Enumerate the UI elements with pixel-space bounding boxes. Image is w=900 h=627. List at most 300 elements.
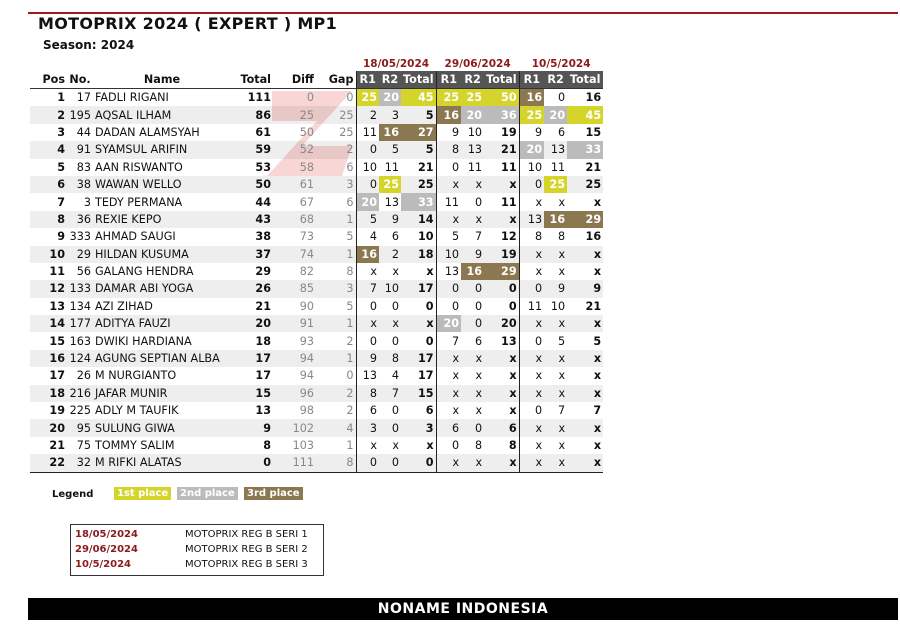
race-total-cell: 13	[501, 334, 517, 348]
position-cell: 5	[57, 160, 65, 174]
race-total-cell: 10	[417, 230, 434, 244]
race-total-cell: x	[567, 385, 603, 402]
gap-cell: 1	[316, 211, 356, 228]
race-total-cell: 29	[567, 211, 603, 228]
race-points-cell: 10	[436, 246, 461, 263]
race-total-cell: 25	[567, 176, 603, 193]
race-points-cell: 25	[356, 89, 379, 107]
total-points-cell: 21	[255, 299, 271, 313]
race-total-cell: 5	[593, 334, 602, 348]
table-row	[30, 159, 603, 176]
race-total-cell: 11	[501, 160, 517, 174]
race-points-cell: 9	[379, 211, 401, 228]
position-cell: 3	[57, 125, 65, 139]
rider-name-cell: M RIFKI ALATAS	[93, 454, 231, 472]
total-points-cell: 20	[231, 315, 273, 332]
gap-cell: 3	[316, 176, 356, 193]
race-points-cell: 6	[391, 230, 399, 244]
race-points-cell: 8	[436, 141, 461, 158]
race-points-cell: 9	[519, 124, 544, 141]
race-points-cell: 2	[356, 106, 379, 123]
table-row	[30, 124, 603, 141]
rider-name-cell: REXIE KEPO	[93, 211, 231, 228]
legend-first-place: 1st place	[114, 487, 171, 500]
race-total-cell: x	[567, 350, 603, 367]
rider-number-cell: 44	[76, 125, 91, 139]
race-points-cell: x	[544, 454, 567, 472]
race-points-cell: 0	[391, 404, 399, 418]
race-points-cell: x	[461, 176, 484, 193]
race-total-cell: 45	[567, 106, 603, 123]
diff-cell: 74	[273, 246, 316, 263]
diff-cell: 67	[299, 195, 314, 209]
rider-name-cell: AAN RISWANTO	[95, 160, 183, 174]
table-row	[30, 419, 603, 436]
table-row	[30, 263, 603, 280]
race-total-cell: 15	[401, 385, 436, 402]
race-points-cell: 13	[356, 367, 379, 384]
table-row	[30, 193, 603, 210]
race-points-cell: 25	[544, 176, 567, 193]
race-total-cell: 0	[508, 299, 517, 313]
race-points-cell: 7	[356, 280, 379, 297]
race-total-cell: 25	[401, 176, 436, 193]
race-total-cell: x	[484, 176, 519, 193]
race-total-cell: 15	[585, 125, 602, 139]
race-points-cell: 10	[519, 159, 544, 176]
position-cell: 4	[30, 141, 67, 158]
race-points-cell: 0	[474, 195, 483, 209]
race-total-cell: x	[593, 195, 602, 209]
rider-number-cell: 38	[67, 176, 93, 193]
race-total-cell: 27	[401, 124, 436, 141]
total-points-cell: 9	[231, 419, 273, 436]
race-points-cell: 0	[356, 176, 379, 193]
table-row	[30, 176, 603, 193]
race-points-cell: 16	[544, 211, 567, 228]
race-points-cell: 0	[519, 402, 544, 419]
race-points-cell: x	[475, 369, 483, 383]
race-total-cell: 0	[425, 299, 434, 313]
race-points-cell: 0	[436, 437, 461, 454]
rider-name-cell: HILDAN KUSUMA	[93, 246, 231, 263]
race-points-cell: 0	[474, 299, 483, 313]
diff-cell: 25	[273, 106, 316, 123]
race-total-cell: 50	[484, 89, 519, 107]
position-cell: 19	[49, 404, 65, 418]
diff-cell: 94	[273, 350, 316, 367]
race-points-cell: 16	[461, 263, 484, 280]
position-cell: 20	[30, 419, 67, 436]
diff-cell: 93	[299, 334, 314, 348]
race-total-cell: x	[567, 419, 603, 436]
race-points-cell: 0	[356, 298, 379, 315]
diff-cell: 61	[273, 176, 316, 193]
race-total-cell: x	[401, 315, 436, 332]
race-points-cell: x	[356, 263, 379, 280]
gap-cell: 0	[346, 369, 354, 383]
table-row	[30, 211, 603, 228]
race-total-cell: 12	[501, 230, 517, 244]
gap-cell: 2	[316, 385, 356, 402]
race-points-cell: 20	[461, 106, 484, 123]
race-date-2: 29/06/2024	[444, 57, 511, 70]
rider-name-cell: AZI ZIHAD	[95, 299, 153, 313]
race-points-cell: x	[544, 385, 567, 402]
race-list-name: MOTOPRIX REG B SERI 2	[185, 544, 308, 555]
gap-cell: 1	[316, 246, 356, 263]
diff-cell: 111	[273, 454, 316, 472]
total-points-cell: 37	[231, 246, 273, 263]
race-points-cell: 0	[519, 176, 544, 193]
table-row	[30, 315, 603, 332]
legend-label: Legend	[52, 489, 94, 500]
rider-name-cell: DWIKI HARDIANA	[95, 334, 192, 348]
total-points-cell: 17	[231, 350, 273, 367]
race-total-cell: 6	[484, 419, 519, 436]
gap-cell: 2	[346, 404, 354, 418]
total-points-cell: 59	[231, 141, 273, 158]
race-list-date: 29/06/2024	[75, 544, 138, 555]
position-cell: 18	[30, 385, 67, 402]
total-points-cell: 29	[255, 265, 271, 279]
race-points-cell: 5	[379, 141, 401, 158]
header-race3-r2: R2	[544, 71, 567, 89]
race-points-cell: 0	[436, 159, 461, 176]
race-points-cell: 25	[379, 176, 401, 193]
gap-cell: 0	[346, 91, 354, 105]
race-points-cell: 0	[461, 280, 484, 297]
race-total-cell: 0	[425, 334, 434, 348]
race-total-cell: 36	[484, 106, 519, 123]
race-total-cell: x	[567, 454, 603, 472]
rider-name-cell: M NURGIANTO	[95, 369, 177, 383]
race-total-cell: 33	[401, 193, 436, 210]
total-points-cell: 111	[247, 91, 271, 105]
position-cell: 10	[30, 246, 67, 263]
race-points-cell: 2	[379, 246, 401, 263]
race-points-cell: 11	[384, 160, 399, 174]
table-row	[30, 385, 603, 402]
race-points-cell: 0	[379, 454, 401, 472]
race-total-cell: 0	[401, 454, 436, 472]
rider-number-cell: 91	[67, 141, 93, 158]
race-points-cell: x	[356, 437, 379, 454]
race-points-cell: 0	[558, 91, 566, 105]
race-total-cell: 17	[401, 280, 436, 297]
race-date-1: 18/05/2024	[362, 57, 430, 70]
position-cell: 15	[49, 334, 65, 348]
race-points-cell: 0	[519, 332, 544, 349]
gap-cell: 2	[316, 141, 356, 158]
rider-name-cell: JAFAR MUNIR	[93, 385, 231, 402]
table-row	[30, 141, 603, 158]
legend-third-place: 3rd place	[244, 487, 303, 500]
position-cell: 7	[57, 195, 65, 209]
rider-name-cell: AHMAD SAUGI	[95, 230, 176, 244]
header-race2-r2: R2	[461, 71, 484, 89]
rider-number-cell: 195	[67, 106, 93, 123]
legend-second-place: 2nd place	[177, 487, 238, 500]
race-points-cell: 13	[436, 263, 461, 280]
race-points-cell: 13	[544, 141, 567, 158]
race-points-cell: 0	[356, 141, 379, 158]
race-points-cell: 6	[436, 419, 461, 436]
race-points-cell: x	[558, 369, 566, 383]
gap-cell: 8	[316, 454, 356, 472]
race-total-cell: 6	[425, 404, 434, 418]
position-cell: 13	[49, 299, 65, 313]
total-points-cell: 44	[255, 195, 271, 209]
header-pos: Pos	[30, 71, 67, 89]
race-points-cell: 16	[356, 246, 379, 263]
race-points-cell: x	[436, 176, 461, 193]
rider-number-cell: 29	[67, 246, 93, 263]
race-points-cell: 20	[379, 89, 401, 107]
header-total: Total	[231, 71, 273, 89]
gap-cell: 1	[316, 350, 356, 367]
race-points-cell: 3	[379, 106, 401, 123]
rider-name-cell: TOMMY SALIM	[95, 439, 175, 452]
race-points-cell: x	[519, 419, 544, 436]
diff-cell: 90	[299, 299, 314, 313]
race-points-cell: x	[519, 246, 544, 263]
total-points-cell: 43	[231, 211, 273, 228]
race-list-name: MOTOPRIX REG B SERI 1	[185, 529, 308, 540]
footer-banner: NONAME INDONESIA	[28, 598, 898, 620]
race-points-cell: 4	[356, 228, 379, 245]
table-row	[30, 228, 603, 245]
race-points-cell: 0	[436, 298, 461, 315]
race-points-cell: x	[356, 315, 379, 332]
gap-cell: 1	[346, 439, 354, 452]
race-points-cell: x	[379, 315, 401, 332]
race-date-3: 10/5/2024	[531, 57, 591, 70]
race-total-cell: 19	[484, 246, 519, 263]
race-points-cell: 0	[379, 419, 401, 436]
total-points-cell: 15	[231, 385, 273, 402]
position-cell: 6	[30, 176, 67, 193]
race-points-cell: 11	[467, 160, 483, 174]
race-points-cell: x	[436, 454, 461, 472]
race-total-cell: 21	[585, 160, 602, 174]
race-points-cell: 16	[379, 124, 401, 141]
total-points-cell: 8	[263, 439, 271, 452]
diff-cell: 103	[292, 439, 314, 452]
race-points-cell: 3	[356, 419, 379, 436]
total-points-cell: 18	[255, 334, 271, 348]
diff-cell: 52	[273, 141, 316, 158]
position-cell: 14	[30, 315, 67, 332]
race-points-cell: 0	[436, 280, 461, 297]
race-points-cell: 25	[436, 89, 461, 107]
rider-number-cell: 225	[69, 404, 91, 418]
race-points-cell: 9	[436, 124, 461, 141]
header-race1-race-total: Total	[401, 71, 436, 89]
race-points-cell: 5	[558, 334, 566, 348]
standings-table	[30, 56, 603, 473]
race-points-cell: 6	[474, 334, 483, 348]
rider-number-cell: 177	[67, 315, 93, 332]
rider-number-cell: 75	[76, 439, 91, 452]
race-points-cell: 0	[391, 334, 399, 348]
race-total-cell: 5	[401, 106, 436, 123]
diff-cell: 102	[273, 419, 316, 436]
race-total-cell: 3	[401, 419, 436, 436]
race-points-cell: 11	[519, 298, 544, 315]
race-points-cell: x	[558, 439, 566, 452]
gap-cell: 2	[346, 334, 354, 348]
race-points-cell: x	[544, 246, 567, 263]
race-total-cell: x	[593, 439, 602, 452]
race-points-cell: 4	[391, 369, 399, 383]
rider-name-cell: DADAN ALAMSYAH	[95, 125, 200, 139]
race-points-cell: x	[436, 367, 461, 384]
position-cell: 12	[30, 280, 67, 297]
race-total-cell: x	[567, 315, 603, 332]
race-points-cell: x	[519, 437, 544, 454]
race-points-cell: x	[519, 315, 544, 332]
race-points-cell: x	[392, 439, 399, 452]
race-list-date: 10/5/2024	[75, 559, 132, 570]
race-total-cell: x	[567, 246, 603, 263]
race-total-cell: 16	[585, 91, 602, 105]
race-total-cell: 18	[401, 246, 436, 263]
race-points-cell: 13	[461, 141, 484, 158]
race-points-cell: 10	[379, 280, 401, 297]
rider-name-cell: GALANG HENDRA	[95, 265, 194, 279]
race-points-cell: 25	[461, 89, 484, 107]
race-list	[70, 524, 324, 576]
race-points-cell: 6	[356, 402, 379, 419]
race-points-cell: 7	[379, 385, 401, 402]
race-points-cell: x	[519, 263, 544, 280]
gap-cell: 4	[316, 419, 356, 436]
rider-name-cell: ADLY M TAUFIK	[95, 404, 179, 418]
race-points-cell: x	[519, 350, 544, 367]
gap-cell: 5	[346, 230, 354, 244]
race-points-cell: x	[461, 385, 484, 402]
race-total-cell: x	[509, 404, 517, 418]
race-points-cell: x	[544, 315, 567, 332]
race-points-cell: 11	[436, 193, 461, 210]
table-row	[30, 89, 603, 107]
race-total-cell: 7	[593, 404, 602, 418]
rider-name-cell: FADLI RIGANI	[95, 91, 169, 105]
race-points-cell: 0	[356, 332, 379, 349]
gap-cell: 1	[316, 315, 356, 332]
header-race1-r2: R2	[379, 71, 401, 89]
race-total-cell: x	[484, 350, 519, 367]
race-total-cell: x	[593, 265, 602, 279]
total-points-cell: 53	[255, 160, 271, 174]
header-race3-r1: R1	[519, 71, 544, 89]
total-points-cell: 26	[231, 280, 273, 297]
total-points-cell: 17	[255, 369, 271, 383]
header-race2-r1: R1	[436, 71, 461, 89]
table-row	[30, 402, 603, 419]
race-list-date: 18/05/2024	[75, 529, 138, 540]
race-total-cell: x	[426, 265, 434, 279]
race-points-cell: 8	[519, 228, 544, 245]
race-points-cell: x	[519, 385, 544, 402]
header-diff: Diff	[273, 71, 316, 89]
position-cell: 1	[57, 91, 65, 105]
race-points-cell: 0	[391, 299, 399, 313]
race-points-cell: 20	[436, 315, 461, 332]
table-row	[30, 350, 603, 367]
race-total-cell: 0	[484, 280, 519, 297]
gap-cell: 3	[316, 280, 356, 297]
race-points-cell: x	[558, 265, 566, 279]
gap-cell: 6	[346, 160, 354, 174]
rider-number-cell: 17	[76, 91, 91, 105]
race-points-cell: 9	[356, 350, 379, 367]
race-total-cell: 16	[585, 230, 602, 244]
race-total-cell: 21	[484, 141, 519, 158]
rider-name-cell: AQSAL ILHAM	[93, 106, 231, 123]
race-points-cell: 25	[519, 106, 544, 123]
diff-cell: 96	[273, 385, 316, 402]
race-total-cell: x	[484, 385, 519, 402]
position-cell: 22	[30, 454, 67, 472]
diff-cell: 68	[273, 211, 316, 228]
diff-cell: 73	[299, 230, 314, 244]
header-gap: Gap	[316, 71, 356, 89]
race-points-cell: x	[436, 211, 461, 228]
race-total-cell: 17	[401, 350, 436, 367]
gap-cell: 25	[316, 106, 356, 123]
position-cell: 2	[30, 106, 67, 123]
season-label: Season: 2024	[43, 38, 135, 52]
race-points-cell: 16	[519, 89, 544, 107]
rider-number-cell: 3	[83, 195, 91, 209]
race-points-cell: 13	[384, 195, 399, 209]
rider-name-cell: DAMAR ABI YOGA	[93, 280, 231, 297]
race-points-cell: 8	[379, 350, 401, 367]
race-total-cell: 14	[401, 211, 436, 228]
race-total-cell: 19	[501, 125, 517, 139]
rider-number-cell: 83	[76, 160, 91, 174]
race-points-cell: 20	[544, 106, 567, 123]
diff-cell: 85	[273, 280, 316, 297]
race-points-cell: 20	[356, 193, 379, 210]
race-total-cell: x	[484, 211, 519, 228]
race-points-cell: x	[436, 402, 461, 419]
race-points-cell: 9	[544, 280, 567, 297]
position-cell: 17	[49, 369, 65, 383]
race-points-cell: 0	[519, 280, 544, 297]
diff-cell: 98	[299, 404, 314, 418]
diff-cell: 58	[299, 160, 314, 174]
diff-cell: 94	[299, 369, 314, 383]
race-total-cell: 29	[484, 263, 519, 280]
race-points-cell: x	[436, 385, 461, 402]
header-no: No.	[67, 71, 93, 89]
race-points-cell: 0	[461, 315, 484, 332]
race-total-cell: 8	[508, 439, 517, 452]
race-points-cell: 7	[474, 230, 483, 244]
total-points-cell: 61	[255, 125, 271, 139]
rider-number-cell: 95	[67, 419, 93, 436]
race-points-cell: x	[519, 454, 544, 472]
race-points-cell: 8	[558, 230, 566, 244]
race-points-cell: x	[461, 350, 484, 367]
table-row	[30, 106, 603, 123]
race-points-cell: 13	[519, 211, 544, 228]
table-row	[30, 454, 603, 472]
race-total-cell: x	[509, 369, 517, 383]
